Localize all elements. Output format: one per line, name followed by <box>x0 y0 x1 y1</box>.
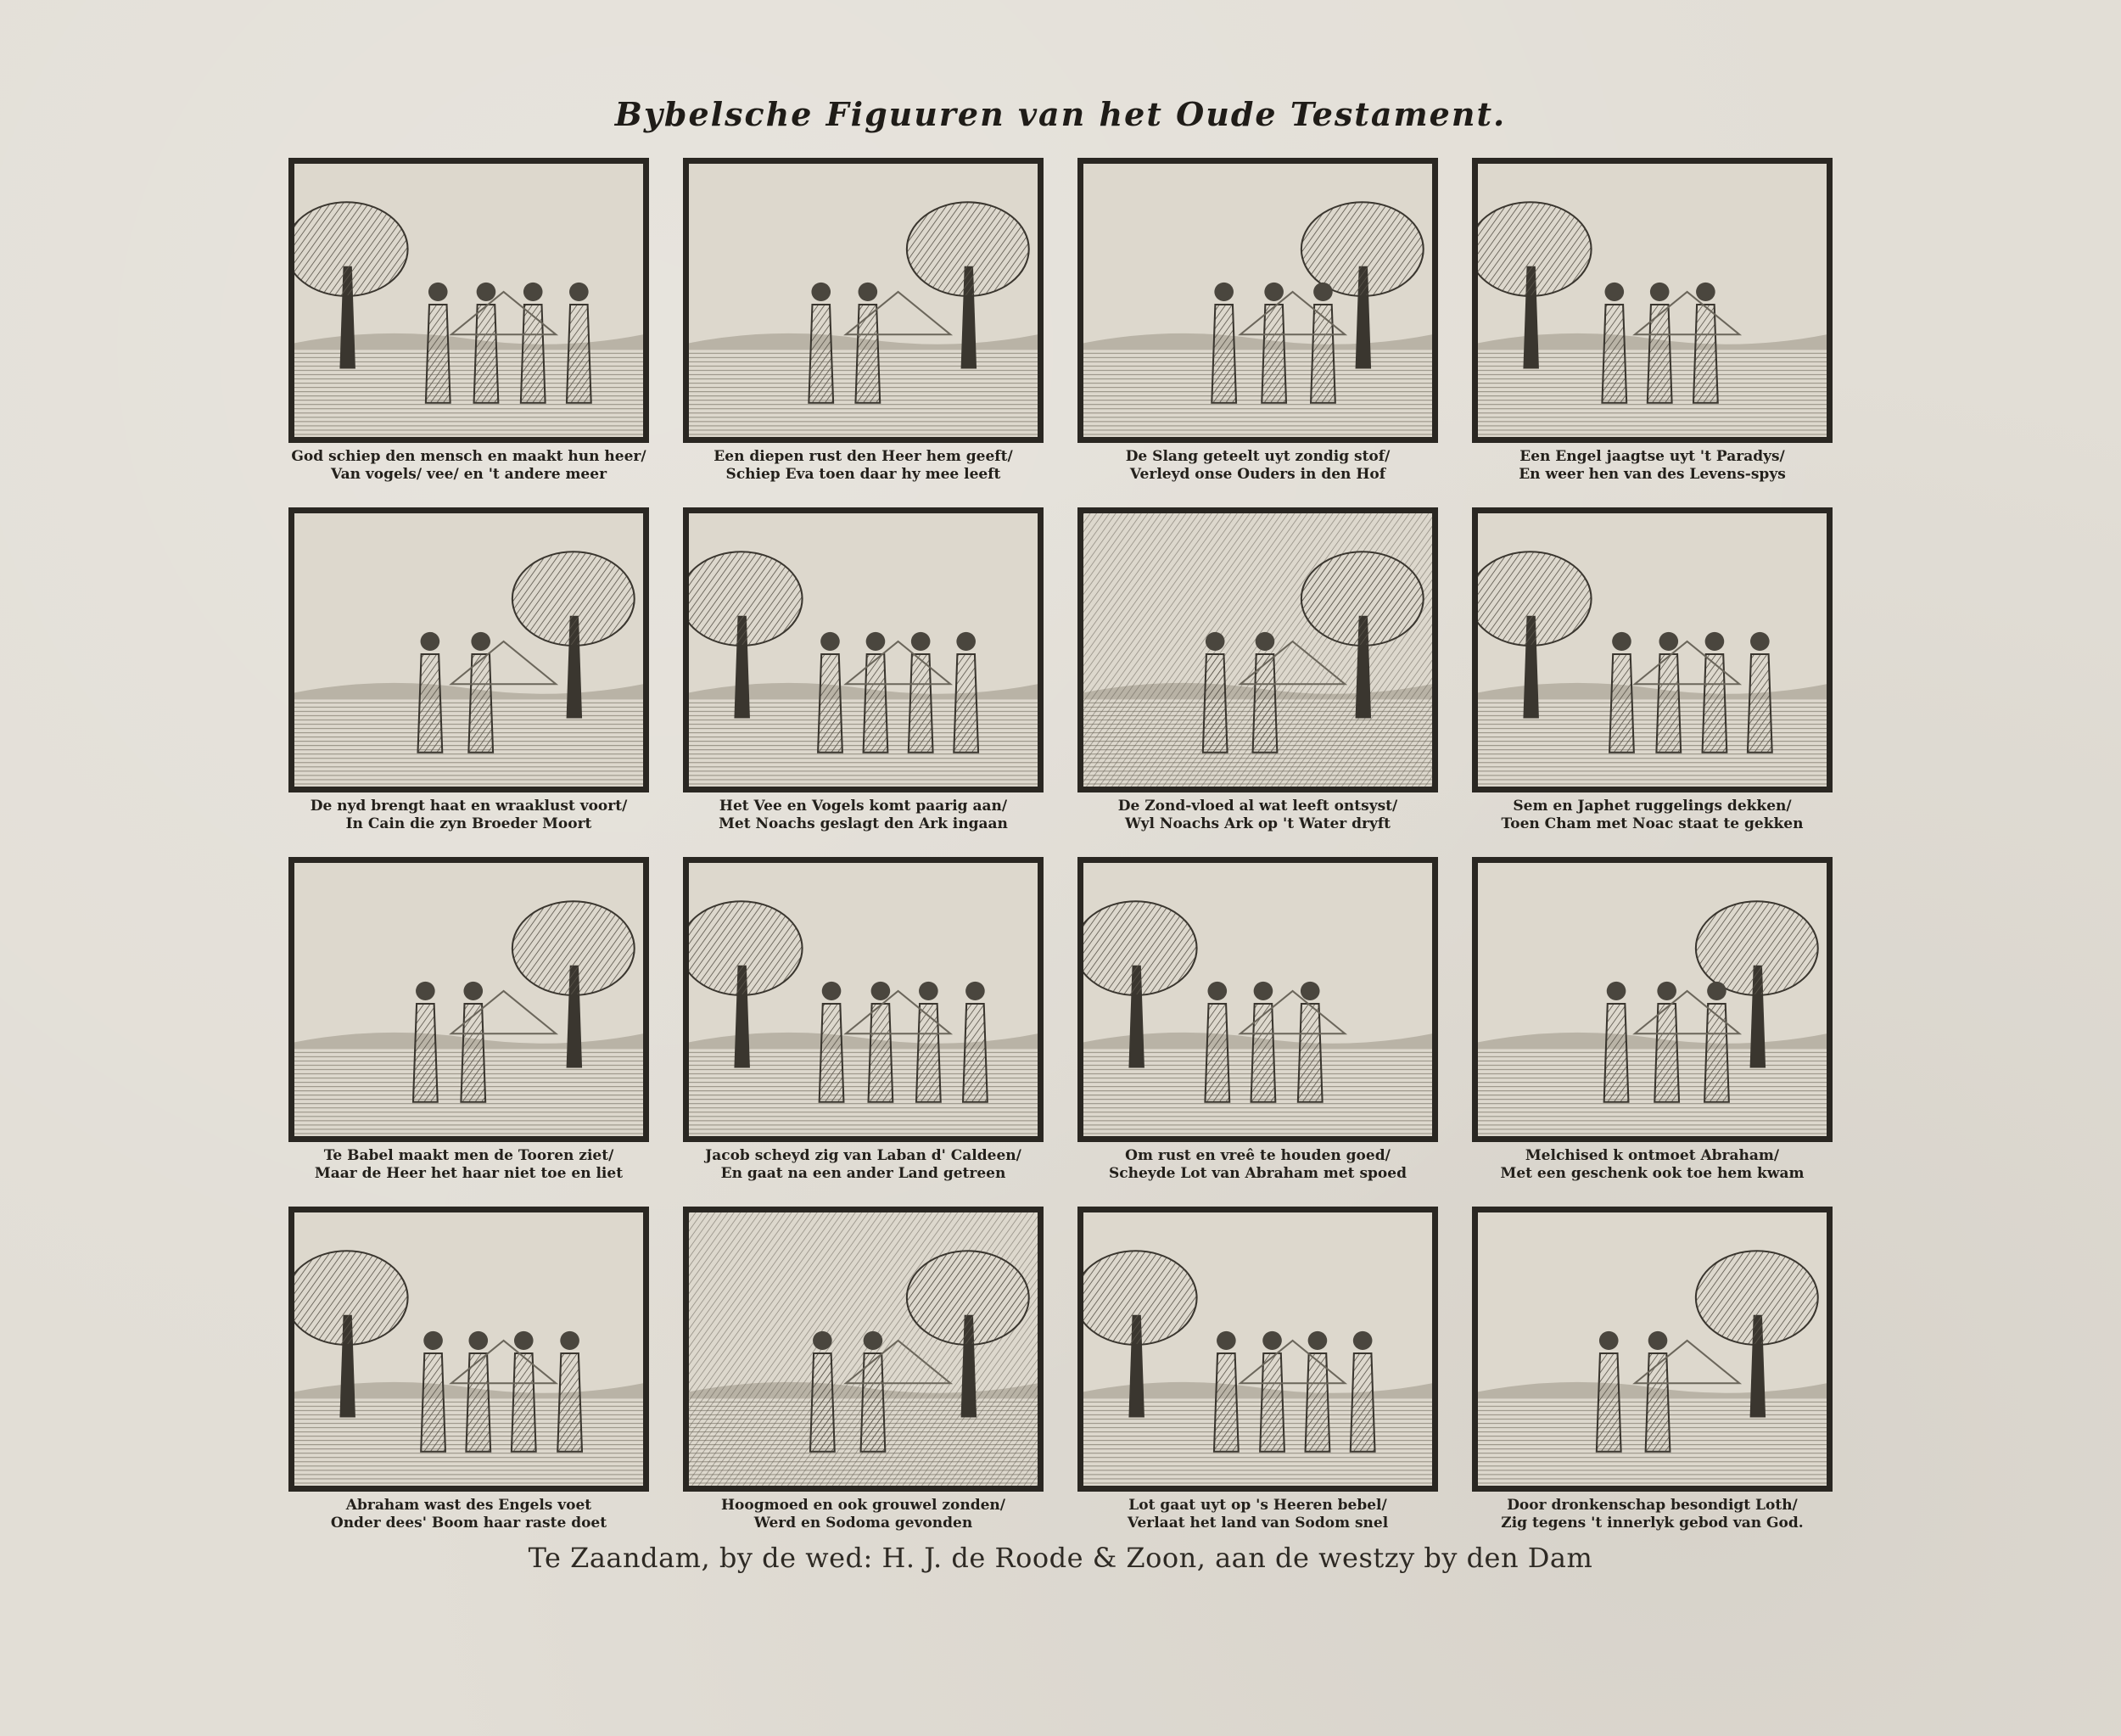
panel <box>288 1207 649 1532</box>
caption-line-2: Met een geschenk ook toe hem kwam <box>1500 1165 1805 1182</box>
woodcut-illustration <box>1472 158 1833 443</box>
panel <box>1472 857 1833 1183</box>
panel-caption <box>1501 1497 1803 1532</box>
caption-line-1: De nyd brengt haat en wraaklust voort/ <box>310 798 628 815</box>
caption-line-2: Maar de Heer het haar niet toe en liet <box>314 1165 624 1182</box>
caption-line-2: Toen Cham met Noac staat te gekken <box>1501 815 1804 832</box>
caption-line-2: Wyl Noachs Ark op 't Water dryft <box>1124 815 1391 832</box>
caption-line-1: Lot gaat uyt op 's Heeren bebel/ <box>1128 1497 1387 1514</box>
caption-line-1: Een Engel jaagtse uyt 't Paradys/ <box>1519 448 1785 465</box>
panel <box>683 158 1044 484</box>
panel-caption <box>721 1497 1005 1532</box>
woodcut-illustration <box>683 857 1044 1142</box>
panel <box>683 857 1044 1183</box>
caption-line-2: Werd en Sodoma gevonden <box>753 1515 973 1532</box>
caption-line-1: Jacob scheyd zig van Laban d' Caldeen/ <box>705 1147 1021 1164</box>
sheet-title: Bybelsche Figuuren van het Oude Testament. <box>614 95 1507 133</box>
panel-caption <box>1126 448 1391 484</box>
panel-caption <box>719 798 1008 833</box>
woodcut-illustration <box>1077 857 1438 1142</box>
woodcut-grid <box>288 158 1833 1532</box>
woodcut-illustration <box>1077 1207 1438 1492</box>
caption-line-1: Melchised k ontmoet Abraham/ <box>1525 1147 1780 1164</box>
panel-caption <box>1501 1147 1805 1183</box>
woodcut-illustration <box>1472 857 1833 1142</box>
caption-line-2: Verleyd onse Ouders in den Hof <box>1129 466 1386 483</box>
caption-line-1: De Zond-vloed al wat leeft ontsyst/ <box>1117 798 1398 815</box>
panel <box>1077 1207 1438 1532</box>
caption-line-2: Met Noachs geslagt den Ark ingaan <box>719 815 1008 832</box>
caption-line-2: Schiep Eva toen daar hy mee leeft <box>725 466 1001 483</box>
woodcut-illustration <box>1077 158 1438 443</box>
panel <box>1472 158 1833 484</box>
panel-caption <box>714 448 1012 484</box>
caption-line-1: Sem en Japhet ruggelings dekken/ <box>1513 798 1792 815</box>
woodcut-illustration <box>1472 507 1833 792</box>
publisher-imprint: Te Zaandam, by de wed: H. J. de Roode & Zoon, aan de westzy by den Dam <box>528 1542 1593 1574</box>
woodcut-illustration <box>1472 1207 1833 1492</box>
panel <box>683 507 1044 833</box>
panel-caption <box>1128 1497 1388 1532</box>
panel-caption <box>1109 1147 1407 1183</box>
woodcut-illustration <box>683 158 1044 443</box>
caption-line-1: Door dronkenschap besondigt Loth/ <box>1507 1497 1798 1514</box>
panel <box>288 857 649 1183</box>
caption-line-1: Het Vee en Vogels komt paarig aan/ <box>719 798 1008 815</box>
caption-line-2: In Cain die zyn Broeder Moort <box>345 815 592 832</box>
panel-caption <box>1118 798 1397 833</box>
panel-caption <box>315 1147 623 1183</box>
panel <box>1077 857 1438 1183</box>
caption-line-1: Hoogmoed en ook grouwel zonden/ <box>720 1497 1006 1514</box>
panel <box>683 1207 1044 1532</box>
panel <box>1472 507 1833 833</box>
panel <box>288 507 649 833</box>
caption-line-2: En weer hen van des Levens-spys <box>1519 466 1786 483</box>
caption-line-2: Zig tegens 't innerlyk gebod van God. <box>1501 1515 1804 1532</box>
panel-caption <box>311 798 628 833</box>
caption-line-1: God schiep den mensch en maakt hun heer/ <box>291 448 646 465</box>
panel <box>288 158 649 484</box>
caption-line-2: Van vogels/ vee/ en 't andere meer <box>330 466 607 483</box>
caption-line-2: Verlaat het land van Sodom snel <box>1127 1515 1389 1532</box>
caption-line-2: En gaat na een ander Land getreen <box>720 1165 1006 1182</box>
panel-caption <box>291 448 646 484</box>
caption-line-1: Een diepen rust den Heer hem geeft/ <box>714 448 1013 465</box>
panel <box>1077 158 1438 484</box>
woodcut-illustration <box>683 507 1044 792</box>
caption-line-2: Onder dees' Boom haar raste doet <box>330 1515 607 1532</box>
woodcut-illustration <box>288 158 649 443</box>
caption-line-1: Om rust en vreê te houden goed/ <box>1125 1147 1391 1164</box>
woodcut-illustration <box>288 1207 649 1492</box>
panel-caption <box>331 1497 607 1532</box>
panel-caption <box>705 1147 1021 1183</box>
panel-caption <box>1502 798 1804 833</box>
caption-line-2: Scheyde Lot van Abraham met spoed <box>1109 1165 1407 1182</box>
caption-line-1: Te Babel maakt men de Tooren ziet/ <box>323 1147 614 1164</box>
caption-line-1: De Slang geteelt uyt zondig stof/ <box>1125 448 1391 465</box>
panel <box>1472 1207 1833 1532</box>
panel <box>1077 507 1438 833</box>
woodcut-illustration <box>288 857 649 1142</box>
woodcut-illustration <box>288 507 649 792</box>
caption-line-1: Abraham wast des Engels voet <box>345 1497 592 1514</box>
woodcut-illustration <box>683 1207 1044 1492</box>
panel-caption <box>1519 448 1786 484</box>
woodcut-illustration <box>1077 507 1438 792</box>
